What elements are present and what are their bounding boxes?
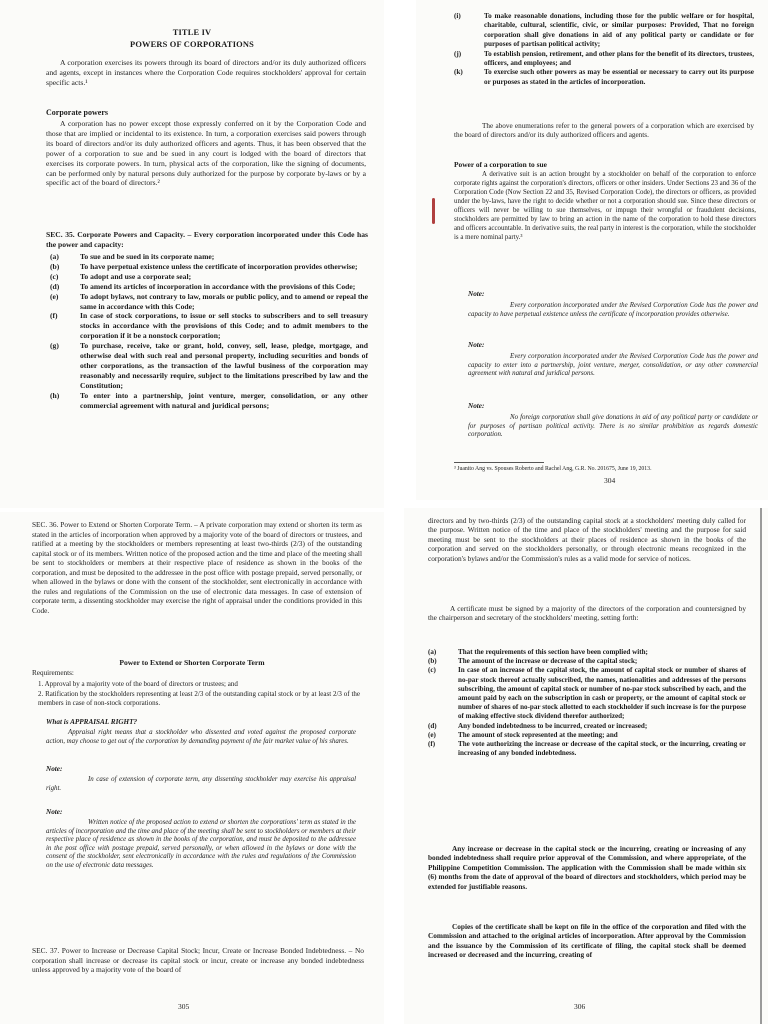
increase-approval-paragraph: Any increase or decrease in the capital stock or the incurring, creating or increasing of any bonded indebtedness shall require prior approval of the Commission, and where appropriate, of the Philippine Competition Commission. The application with the Commission shall be made within six (6) months from the date of approval of the board of directors and stockholders, which period may be extended for justifiable reasons.	[428, 844, 746, 891]
list-item: (d) To amend its articles of incorporation in accordance with the provisions of this Code;	[50, 281, 356, 291]
note-foreign-donations: No foreign corporation shall give donations in aid of any political party or candidate or for purposes of partisan political activity. There is no similar prohibition as regards domestic corporation.	[468, 414, 758, 439]
power-to-sue-heading: Power of a corporation to sue	[454, 160, 547, 169]
list-item: (c) In case of an increase of the capital stock, the amount of capital stock or number of shares of no-par stock thereof actually subscribed, the names, nationalities and addresses of the persons subscribing, the amount of capital stock or number of no-par stock subscribed by each, and the amount paid by each on the subscription in cash or property, or the amount of capital stock or number of shares of no-par stock allotted to each stockholder if such increase is for the purpose of making effective stock dividend therefor authorized;	[428, 666, 746, 721]
list-item: (f) In case of stock corporations, to issue or sell stocks to subscribers and to sell treasury stocks in accordance with the provisions of this Code; and to admit members to the corporation if it be a nonstock corporation;	[50, 311, 368, 341]
page-number: 304	[604, 476, 616, 485]
page-304-left	[0, 0, 384, 508]
sec35-list-continued	[454, 12, 754, 87]
requirement-1: 1. Approval by a majority vote of the board of directors or trustees; and	[38, 680, 238, 688]
list-item: (a) That the requirements of this section have been complied with;	[428, 648, 648, 656]
certificate-copies-paragraph: Copies of the certificate shall be kept on file in the office of the corporation and filed with the Commission and attached to the original articles of incorporation. After approval by the Commission and the issuance by the Commission of its certificate of filing, the capital stock shall be deemed increased or decreased and the incurring, creating of	[428, 922, 746, 960]
title-iv-label: TITLE IV	[172, 28, 212, 37]
footnote: ³ Juanito Ang vs. Spouses Roberto and Rachel Ang, G.R. No. 201675, June 19, 2013.	[454, 466, 652, 472]
powers-of-corporations-title: POWERS OF CORPORATIONS	[130, 40, 254, 49]
list-item: (f) The vote authorizing the increase or decrease of the capital stock, or the incurring, creating or increasing of any bonded indebtedness.	[428, 740, 746, 758]
note-dissenting-stockholder: In case of extension of corporate term, any dissenting stockholder may exercise his appraisal right.	[46, 776, 356, 792]
corporate-powers-paragraph: A corporation has no power except those expressly conferred on it by the Corporation Code and those that are implied or incidental to its existence. In turn, a corporation exercises said powers through its board of directors and/or its duly authorized officers and agents. Thus, it has been observed that the power of a corporation to sue and be sued in any court is lodged with the board of directors that exercises its corporate powers. In turn, physical acts of the corporation, like the signing of documents, can be performed only by natural persons duly authorized for the purpose by corporate by-laws or by a specific act of the board of directors.²	[46, 119, 366, 188]
list-item: (e) The amount of stock represented at the meeting; and	[428, 730, 618, 739]
list-item: (d) Any bonded indebtedness to be incurred, created or increased;	[428, 721, 648, 730]
list-item: (a) To sue and be sued in its corporate name;	[50, 252, 215, 261]
footnote-divider	[454, 462, 544, 463]
page-number: 306	[574, 1002, 586, 1011]
sec35-list	[50, 252, 368, 411]
page-306	[404, 508, 768, 1024]
general-powers-paragraph: The above enumerations refer to the general powers of a corporation which are exercised by the board of directors and/or its duly authorized officers and agents.	[454, 122, 754, 140]
list-item: (g) To purchase, receive, take or grant, hold, convey, sell, lease, pledge, mortgage, and otherwise deal with such real and personal property, including securities and bonds of other corporations, as the transaction of the lawful business of the corporation may reasonably and necessarily require, subject to the limitations prescribed by law and the Constitution;	[50, 341, 368, 390]
certificate-items	[428, 648, 746, 758]
note-perpetual-existence: Every corporation incorporated under the Revised Corporation Code has the power and capacity to have perpetual existence unless the certificate of incorporation provides otherwise.	[468, 302, 758, 318]
scan-edge	[760, 508, 762, 1024]
appraisal-question: What is APPRAISAL RIGHT?	[46, 718, 138, 726]
list-item: (e) To adopt bylaws, not contrary to law, morals or public policy, and to amend or repeal the same in accordance with this Code;	[50, 291, 368, 311]
corporate-powers-heading: Corporate powers	[46, 108, 108, 117]
requirement-2: 2. Ratification by the stockholders representing at least 2/3 of the outstanding capital stock or by at least 2/3 of the members in case of non-stock corporations.	[38, 690, 360, 707]
sec35-intro: SEC. 35. Corporate Powers and Capacity. – Every corporation incorporated under this Code has the power and capacity:	[46, 230, 368, 249]
requirements-label: Requirements:	[32, 669, 74, 677]
list-item: (h) To enter into a partnership, joint venture, merger, consolidation, or any other commercial agreement with natural and juridical persons;	[50, 390, 368, 410]
sec36-paragraph: SEC. 36. Power to Extend or Shorten Corporate Term. – A private corporation may extend or shorten its term as stated in the articles of incorporation when approved by a majority vote of the board of directors or trustees, and ratified at a meeting by the stockholders or members representing at least two-thirds (2/3) of the outstanding capital stock or of its members. Written notice of the proposed action and the time and place of the meeting shall be sent to stockholders or members at their respective place of residence as shown in the books of the corporation, and must be deposited to the addressee in the post office with postage prepaid, served personally, or when allowed in the bylaws or done with the consent of the stockholder, sent electronically in accordance with the rules and regulations of the Commission on the use of electronic data messages. In case of extension of corporate term, a dissenting stockholder may exercise the right of appraisal under the conditions provided in this Code.	[32, 520, 362, 615]
certificate-paragraph: A certificate must be signed by a majority of the directors of the corporation and countersigned by the chairperson and secretary of the stockholders' meeting, setting forth:	[428, 604, 746, 623]
extend-shorten-subheading: Power to Extend or Shorten Corporate Term	[119, 658, 265, 667]
note-label: Note:	[46, 808, 63, 816]
ink-mark	[432, 198, 435, 224]
sec37-continued: directors and by two-thirds (2/3) of the outstanding capital stock at a stockholders' meeting duly called for the purpose. Written notice of the time and place of the stockholders' meeting and the purpose for said meeting must be sent to the stockholders at their places of residence as shown in the books of the corporation and served on the stockholders personally, or through electronic means recognized in the corporation's bylaws and/or the Commission's rules as a valid mode for service of notices.	[428, 516, 746, 563]
note-label: Note:	[468, 290, 485, 298]
intro-paragraph: A corporation exercises its powers through its board of directors and/or its duly authorized officers and agents, except in instances where the Corporation Code requires stockholders' approval for certain specific acts.¹	[46, 58, 366, 87]
page-305	[0, 512, 384, 1024]
note-label: Note:	[46, 765, 63, 773]
list-item: (k) To exercise such other powers as may be essential or necessary to carry out its purpose or purposes as stated in the articles of incorporation.	[454, 68, 754, 86]
sec37-paragraph: SEC. 37. Power to Increase or Decrease Capital Stock; Incur, Create or Increase Bonded Indebtedness. – No corporation shall increase or decrease its capital stock or incur, create or increase any bonded indebtedness unless approved by a majority vote of the board of	[32, 946, 364, 975]
page-number: 305	[178, 1002, 190, 1011]
note-written-notice: Written notice of the proposed action to extend or shorten the corporations' term as stated in the articles of incorporation and the time and place of the meeting shall be sent to stockholders or members at their respective place of residence as shown in the books of the corporation, and must be deposited to the addressee in the post office with postage prepaid, served personally, or when allowed in the bylaws or done with the consent of the stockholder, sent electronically in accordance with the rules and regulations of the Commission on the use of electronic data messages.	[46, 819, 356, 869]
power-to-sue-paragraph: A derivative suit is an action brought by a stockholder on behalf of the corporation to enforce corporate rights against the corporation's directors, officers or other insiders. Under Sections 23 and 36 of the Corporation Code (Now Section 22 and 35, Revised Corporation Code), the directors or officers, as provided under the by-laws, have the right to decide whether or not a corporation should sue. Since these directors or officers will never be willing to sue themselves, or impugn their wrongful or fraudulent decisions, stockholders are permitted by law to bring an action in the name of the corporation to hold these directors and officers accountable. In derivative suits, the real party in interest is the corporation, while the stockholder is a mere nominal party.³	[454, 171, 756, 241]
list-item: (b) The amount of the increase or decrease of the capital stock;	[428, 657, 638, 666]
note-partnership: Every corporation incorporated under the Revised Corporation Code has the power and capacity to enter into a partnership, joint venture, merger, consolidation, or any other commercial agreement with natural and juridical persons.	[468, 353, 758, 378]
appraisal-definition: Appraisal right means that a stockholder who dissented and voted against the proposed corporate action, may choose to get out of the corporation by demanding payment of the fair market value of his shares.	[46, 729, 356, 745]
page-304-right	[416, 0, 768, 500]
list-item: (b) To have perpetual existence unless the certificate of incorporation provides otherwise;	[50, 261, 358, 271]
list-item: (c) To adopt and use a corporate seal;	[50, 271, 192, 281]
list-item: (i) To make reasonable donations, including those for the public welfare or for hospital, charitable, cultural, scientific, civic, or similar purposes: Provided, That no foreign corporation shall give donations in aid of any political party or candidate or for purposes of partisan political activity;	[454, 12, 754, 49]
note-label: Note:	[468, 341, 485, 349]
note-label: Note:	[468, 402, 485, 410]
list-item: (j) To establish pension, retirement, and other plans for the benefit of its directors, trustees, officers, and employees; and	[454, 49, 754, 68]
